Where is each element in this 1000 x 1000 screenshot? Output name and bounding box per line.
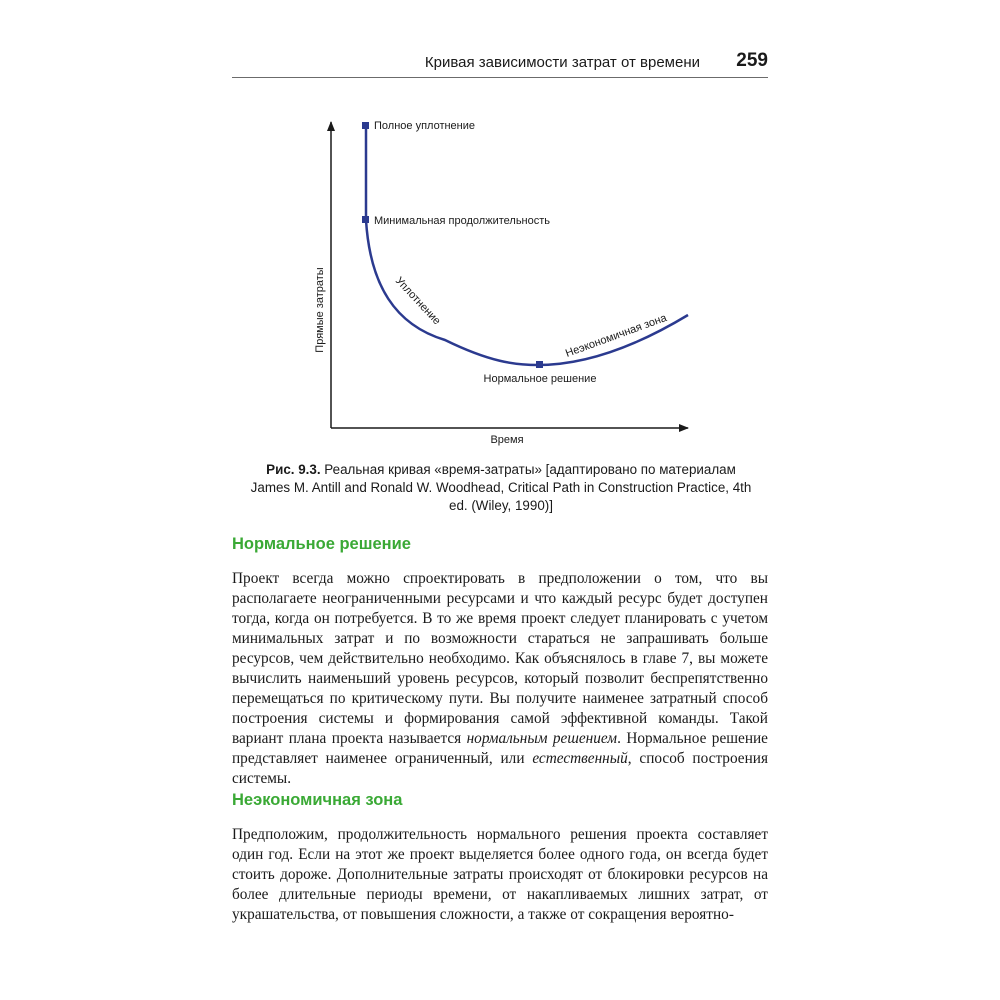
full-compression-label: Полное уплотнение	[374, 120, 476, 132]
time-cost-curve-diagram	[300, 110, 700, 455]
caption-text: Реальная кривая «время-затраты» [адаптировано по материалам James M. Antill and Ronald W. Woodhead, Critical Path in Construction Practice, 4th ed. (Wiley, 1990)]	[250, 462, 752, 513]
uneconomic-zone-label: Неэкономичная зона	[563, 312, 669, 360]
compression-curve-label: Уплотнение	[392, 274, 443, 328]
term-natural: естественный	[532, 750, 628, 767]
time-cost-figure	[300, 110, 700, 455]
min-duration-point	[362, 216, 369, 223]
y-axis-label: Прямые затраты	[314, 267, 326, 353]
paragraph-text: , способ построения системы.	[232, 750, 768, 787]
page-number: 259	[736, 50, 768, 71]
paragraph-uneconomic-zone: Предположим, продолжительность нормального решения проекта составляет один год. Если на этот же проект выделяется более одного года, он всегда будет стоить дороже. Дополнительные затраты происходят от блокировки ресурсов на более длительные периоды времени, от накапливаемых лишних затрат, от украшательства, от повышения сложности, а также от сокращения вероятно-	[232, 826, 768, 923]
min-duration-label: Минимальная продолжительность	[374, 215, 551, 227]
normal-solution-point	[536, 361, 543, 368]
paragraph-text: Проект всегда можно спроектировать в предположении о том, что вы располагаете неограниченными ресурсами и что каждый ресурс будет доступен тогда, когда он потребуется. В то же время проект следует планировать с учетом минимальных затрат и по возможности стараться не запрашивать больше ресурсов, чем действительно необходимо. Как объяснялось в главе 7, вы можете вычислить наименьший уровень ресурсов, который позволит беспрепятственно перемещаться по критическому пути. Вы получите наименее затратный способ построения системы и формирования самой эффективной команды. Такой вариант плана проекта называется	[232, 570, 768, 747]
full-compression-point	[362, 122, 369, 129]
running-title: Кривая зависимости затрат от времени	[424, 54, 700, 71]
heading-uneconomic-zone: Неэкономичная зона	[232, 791, 403, 809]
running-header	[232, 50, 768, 78]
paragraph-normal-solution	[232, 569, 768, 789]
x-axis-label: Время	[490, 434, 524, 446]
heading-normal-solution: Нормальное решение	[232, 535, 411, 553]
normal-solution-label: Нормальное решение	[483, 373, 597, 385]
caption-label: Рис. 9.3.	[266, 462, 321, 477]
paragraph-text: . Нормальное решение представляет наименее ограниченный, или	[232, 730, 768, 767]
figure-caption	[248, 461, 754, 515]
term-normal-solution: нормальным решением	[466, 730, 618, 747]
